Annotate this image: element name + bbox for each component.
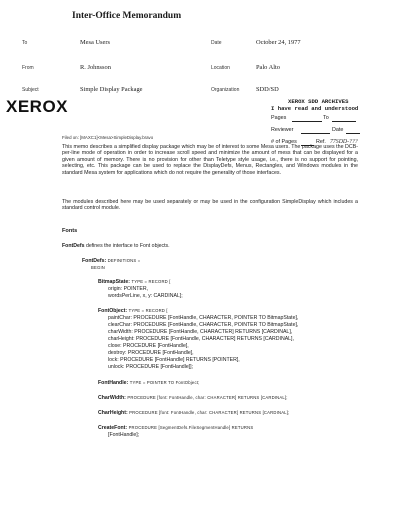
archive-date-line	[346, 133, 360, 134]
file-path: Filed on: [MAXC1]<Mesa>SimpleDisplay.bravo	[62, 135, 154, 140]
to-label: To	[22, 40, 28, 46]
archive-ref-label: Ref.	[316, 139, 326, 145]
code-bitmap-line-1: origin: POINTER,	[108, 286, 149, 292]
code-fontobject-decl	[98, 308, 168, 314]
code-charwidth-rest: PROCEDURE [font: FontHandle, char: CHARACTER] RETURNS [CARDINAL];	[127, 395, 288, 400]
code-fontobject-line-6: destroy: PROCEDURE [FontHandle],	[108, 350, 194, 356]
code-fontobject-line-7: lock: PROCEDURE [FontHandle] RETURNS [POINTER],	[108, 357, 240, 363]
code-charheight-decl	[98, 410, 289, 416]
to-value: Mesa Users	[80, 39, 110, 46]
from-value: R. Johnsson	[80, 64, 111, 71]
modules-paragraph: The modules described here may be used separately or may be used in the configuration SimpleDisplay which includes a standard control module.	[62, 199, 358, 212]
code-bitmapstate-decl	[98, 279, 171, 285]
subject-label: Subject	[22, 87, 39, 93]
archive-stamp-title: XEROX SDD ARCHIVES	[288, 98, 349, 105]
code-fontdefs-kw: DEFINITIONS =	[107, 258, 141, 263]
code-createfont-name: CreateFont:	[98, 425, 128, 431]
fontdefs-intro-rest: defines the interface to Font objects.	[85, 243, 170, 249]
code-fonthandle-decl	[98, 380, 199, 386]
code-fonthandle-rest: TYPE = POINTER TO FontObject;	[129, 380, 200, 385]
archive-num-pages-label: # of Pages	[271, 139, 297, 145]
date-value: October 24, 1977	[256, 39, 301, 46]
subject-value: Simple Display Package	[80, 86, 143, 93]
code-fontobject-line-5: close: PROCEDURE [FontHandle],	[108, 343, 189, 349]
archive-stamp-line2: I have read and understood	[271, 105, 359, 112]
memo-title: Inter-Office Memorandum	[72, 11, 182, 21]
from-label: From	[22, 65, 34, 71]
code-fontdefs-name: FontDefs:	[82, 258, 107, 264]
code-fontobject-line-8: unlock: PROCEDURE [FontHandle]];	[108, 364, 194, 370]
location-value: Palo Alto	[256, 64, 280, 71]
code-charwidth-decl	[98, 395, 288, 401]
archive-date-label: Date	[332, 127, 344, 133]
code-bitmapstate-kw: TYPE = RECORD [	[131, 279, 171, 284]
code-begin: BEGIN	[91, 265, 106, 270]
code-fontdefs-decl	[82, 258, 140, 264]
archive-pages-label: Pages	[271, 115, 287, 121]
code-charheight-rest: PROCEDURE [font: FontHandle, char: CHARACTER] RETURNS [CARDINAL];	[129, 410, 290, 415]
code-bitmap-line-2: wordsPerLine, x, y: CARDINAL];	[108, 293, 183, 299]
date-label: Date	[211, 40, 222, 46]
archive-pages-line	[292, 121, 322, 122]
code-fontobject-line-4: charHeight: PROCEDURE [FontHandle, CHARACTER] RETURNS [CARDINAL],	[108, 336, 294, 342]
fontdefs-intro-name: FontDefs	[62, 243, 85, 249]
archive-to-line	[332, 121, 356, 122]
code-fontobject-line-3: charWidth: PROCEDURE [FontHandle, CHARACTER] RETURNS [CARDINAL],	[108, 329, 293, 335]
archive-reviewer-line	[301, 133, 330, 134]
code-createfont-line-2: [FontHandle];	[108, 432, 140, 438]
code-bitmapstate-name: BitmapState:	[98, 279, 130, 285]
fontdefs-intro	[62, 243, 170, 249]
organization-label: Organization	[211, 87, 240, 93]
code-charwidth-name: CharWidth:	[98, 395, 126, 401]
code-fontobject-line-1: paintChar: PROCEDURE [FontHandle, CHARACTER, POINTER TO BitmapState],	[108, 315, 299, 321]
archive-ref-value: 77SDD-???	[330, 139, 358, 145]
location-label: Location	[211, 65, 230, 71]
code-fonthandle-name: FontHandle:	[98, 380, 129, 386]
archive-reviewer-label: Reviewer	[271, 127, 294, 133]
code-charheight-name: CharHeight:	[98, 410, 128, 416]
code-fontobject-name: FontObject:	[98, 308, 128, 314]
organization-value: SDD/SD	[256, 86, 279, 93]
intro-paragraph: This memo describes a simplified display package which may be of interest to some Mesa users. The package uses the DCB-per-line mode of operation in order to increase scroll speed and minimize the amount of mess that can be displayed for a given amount of memory. There is no provision for other than Teletype style usage, i.e., there is no support for pointing, selecting, etc. This package can be used to replace the DisplayDefs, Menus, Rectangles, and Windows modules in the standard Mesa system for applications which do not require the generality of those interfaces.	[62, 144, 358, 176]
code-createfont-rest: PROCEDURE [SegmentDefs.FileSegmentHandle] RETURNS	[128, 425, 254, 430]
code-fontobject-kw: TYPE = RECORD [	[128, 308, 168, 313]
fonts-heading: Fonts	[62, 228, 78, 234]
code-fontobject-line-2: clearChar: PROCEDURE [FontHandle, CHARACTER, POINTER TO BitmapState],	[108, 322, 299, 328]
archive-to-label: To	[323, 115, 329, 121]
xerox-logo: XEROX	[6, 97, 69, 116]
code-createfont-decl	[98, 425, 253, 431]
